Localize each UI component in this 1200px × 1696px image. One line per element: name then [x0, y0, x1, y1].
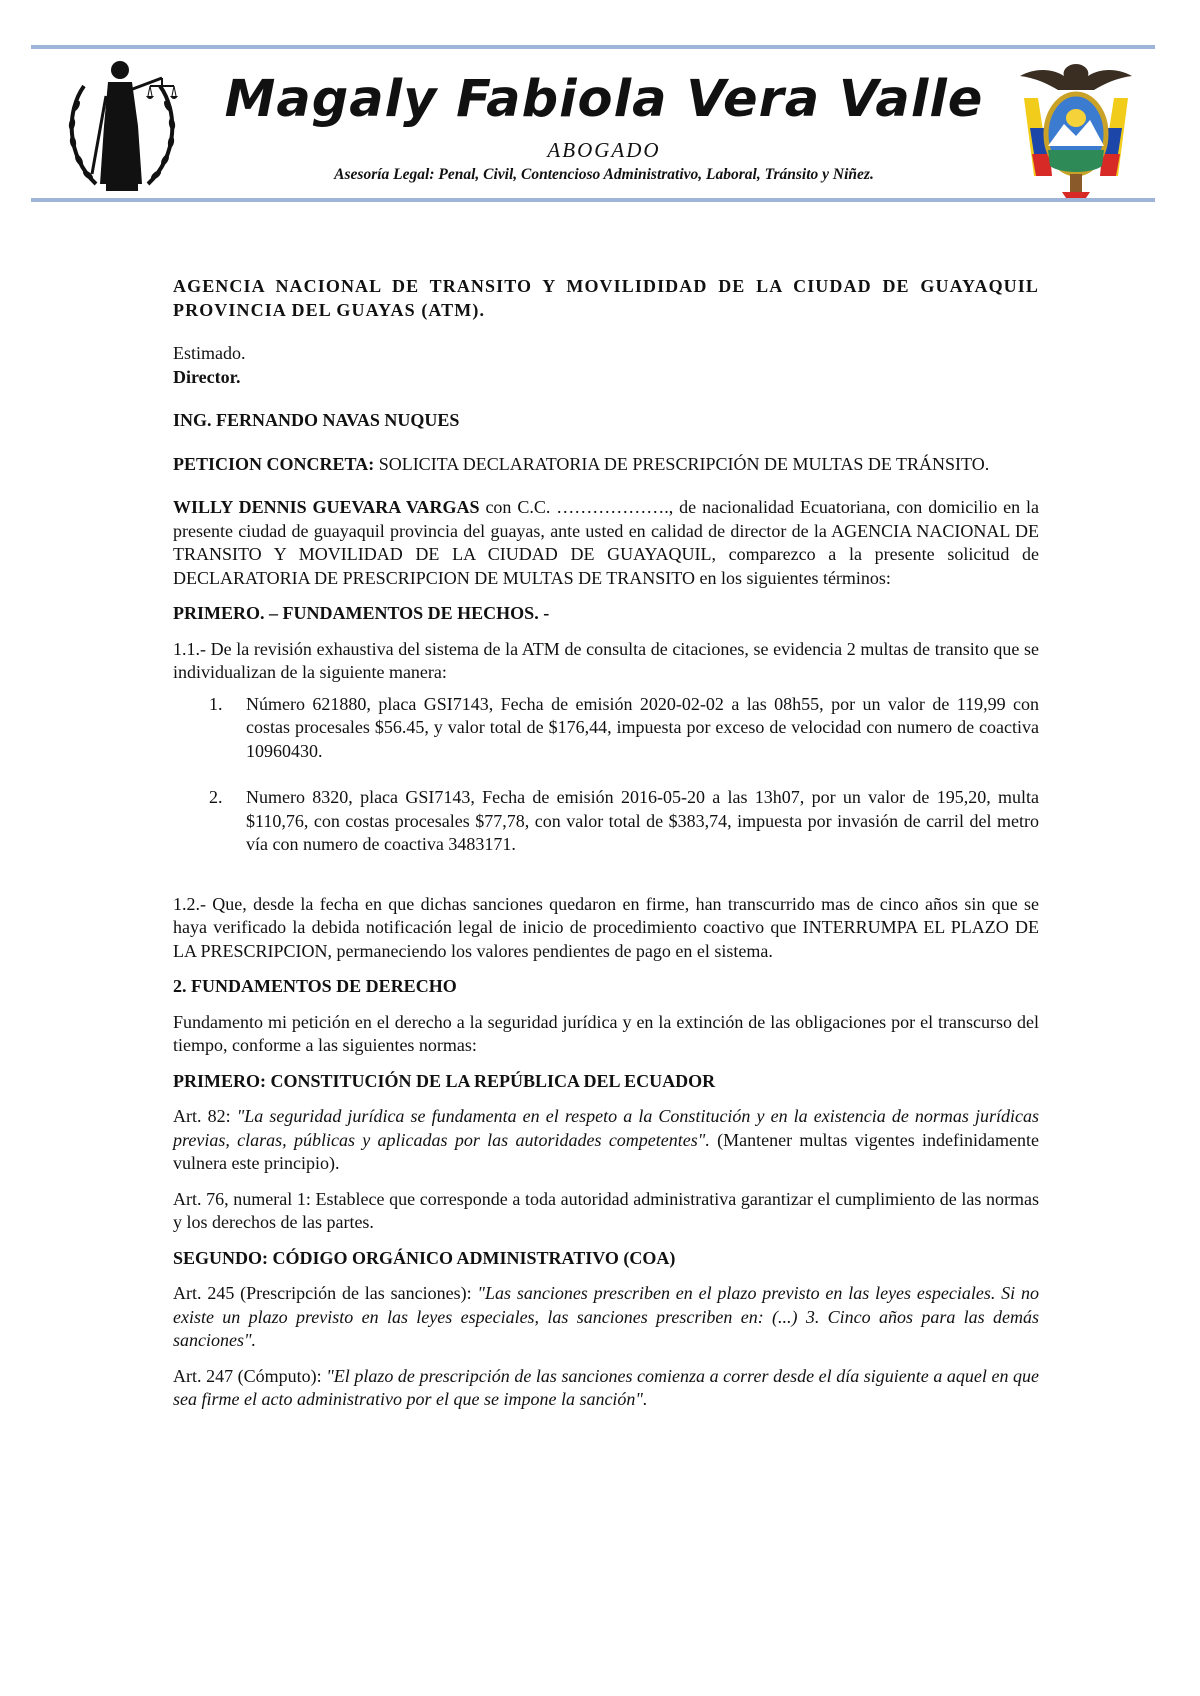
art-245-paragraph [173, 1282, 1039, 1353]
facts-paragraph-1: 1.1.- De la revisión exhaustiva del sistema de la ATM de consulta de citaciones, se evidencia 2 multas de transito que se individualizan de la siguiente manera: [173, 638, 1039, 682]
header-top-rule [31, 45, 1155, 49]
letter-body [173, 274, 1039, 1412]
fine-text: Número 621880, placa GSI7143, Fecha de emisión 2020-02-02 a las 08h55, por un valor de 119,99 con costas procesales $56.45, y valor total de $176,44, impuesta por exceso de velocidad con numero de coactiva 10960430. [246, 693, 1039, 761]
lawyer-practice-areas: Asesoría Legal: Penal, Civil, Contencioso Administrativo, Laboral, Tránsito y Niñez. [334, 166, 874, 183]
law-heading: 2. FUNDAMENTOS DE DERECHO [173, 976, 457, 996]
art-245-label: Art. 245 (Prescripción de las sanciones): [173, 1283, 472, 1303]
art-82-quote: "La seguridad jurídica se fundamenta en el respeto a la Constitución y en la existencia de normas jurídicas previas, claras, públicas y aplicadas por las autoridades competentes". [173, 1106, 1039, 1150]
salutation-title: Director. [173, 366, 241, 387]
art-247-quote: "El plazo de prescripción de las sanciones comienza a correr desde el día siguiente a aquel en que sea firme el acto administrativo por el que se impone la sanción". [173, 1365, 1040, 1409]
recipient-address: AGENCIA NACIONAL DE TRANSITO Y MOVILIDIDAD DE LA CIUDAD DE GUAYAQUIL PROVINCIA DEL GUAYAS (ATM). [173, 276, 1039, 320]
fine-number: 1. [209, 693, 223, 714]
facts-heading: PRIMERO. – FUNDAMENTOS DE HECHOS. - [173, 603, 550, 623]
constitution-heading: PRIMERO: CONSTITUCIÓN DE LA REPÚBLICA DEL ECUADOR [173, 1070, 716, 1091]
fine-item [173, 693, 1039, 764]
law-intro: Fundamento mi petición en el derecho a la seguridad jurídica y en la extinción de las obligaciones por el transcurso del tiempo, conforme a las siguientes normas: [173, 1011, 1039, 1055]
art-82-note: (Mantener multas vigentes indefinidamente vulnera este principio). [173, 1129, 1039, 1173]
art-82-label: Art. 82: [173, 1106, 231, 1126]
fine-item [173, 786, 1039, 857]
fines-list [173, 693, 1039, 857]
art-76-paragraph: Art. 76, numeral 1: Establece que corresponde a toda autoridad administrativa garantizar el cumplimiento de las normas y los derechos de las partes. [173, 1188, 1039, 1232]
fine-number: 2. [209, 787, 223, 807]
art-247-label: Art. 247 (Cómputo): [173, 1365, 322, 1386]
ecuador-coat-of-arms-emblem [1012, 58, 1140, 198]
petition-text: SOLICITA DECLARATORIA DE PRESCRIPCIÓN DE MULTAS DE TRÁNSITO. [378, 453, 990, 474]
art-247-paragraph [173, 1365, 1039, 1412]
intro-text: con C.C. ………………., de nacionalidad Ecuatoriana, con domicilio en la presente ciudad de guayaquil provincia del guayas, ante usted en calidad de director de la AGENCIA NACIONAL DE TRANSITO Y MOVILIDAD DE LA CIUDAD DE GUAYAQUIL, comparezco a la presente solicitud de DECLARATORIA DE PRESCRIPCION DE MULTAS DE TRANSITO en los siguientes términos: [173, 497, 1040, 588]
facts-paragraph-2: 1.2.- Que, desde la fecha en que dichas sanciones quedaron en firme, han transcurrido mas de cinco años sin que se haya verificado la debida notificación legal de inicio de procedimiento coactivo que INTERRUMPA EL PLAZO DE LA PRESCRIPCION, permaneciendo los valores pendientes de pago en el sistema. [173, 893, 1039, 961]
lady-justice-logo [62, 56, 182, 196]
art-82-paragraph [173, 1105, 1039, 1176]
coa-heading: SEGUNDO: CÓDIGO ORGÁNICO ADMINISTRATIVO (COA) [173, 1247, 676, 1268]
art-245-quote: "Las sanciones prescriben en el plazo previsto en las leyes especiales. Si no existe un plazo previsto en las leyes especiales, las sanciones prescriben en: (...) 3. Cinco años para las demás sanciones". [173, 1283, 1040, 1350]
director-name: ING. FERNANDO NAVAS NUQUES [173, 410, 460, 430]
lawyer-name: Magaly Fabiola Vera Valle [224, 70, 984, 129]
petitioner-name: WILLY DENNIS GUEVARA VARGAS [173, 497, 480, 517]
salutation: Estimado. [173, 343, 246, 363]
petition-paragraph [173, 453, 1039, 477]
fine-text: Numero 8320, placa GSI7143, Fecha de emisión 2016-05-20 a las 13h07, por un valor de 195,20, multa $110,76, con costas procesales $77,78, con valor total de $383,74, impuesta por invasión de carril del metro vía con numero de coactiva 3483171. [246, 787, 1039, 854]
header-bottom-rule [31, 198, 1155, 202]
lawyer-role: ABOGADO [547, 138, 661, 162]
petition-label: PETICION CONCRETA: [173, 453, 375, 474]
intro-paragraph [173, 496, 1039, 590]
